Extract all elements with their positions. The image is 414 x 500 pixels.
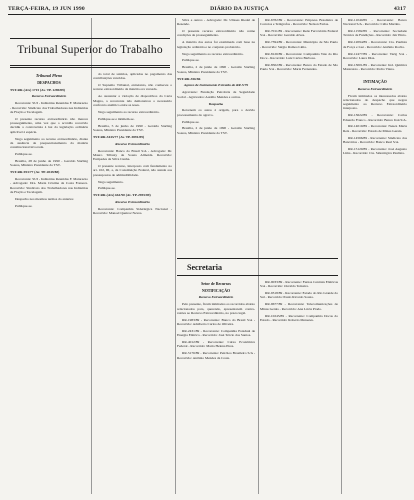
masthead-title: Tribunal Superior do Trabalho [17, 44, 163, 56]
paragraph: O presente recurso, interposto com fundamento no art. 102, III, a, da Constituição Federal, não atende aos pressupostos de admissibilidade. [93, 164, 172, 177]
paragraph: RR-2431/89 - Recorrente: Companhia Estadual de Energia Elétrica - Recorrido: José Tércio dos Santos. [177, 328, 255, 338]
paragraph: RR-14566/89 - Recorrente: Sindicato dos Bancários - Recorrido: Banco Real S/A. [343, 135, 407, 144]
column-2 [93, 18, 172, 494]
paragraph: Despacho nos mesmos termos do anterior. [15, 196, 75, 201]
column-5 [343, 18, 407, 494]
column-1 [10, 18, 88, 494]
paragraph: RR-7394/89 - Recorrente: Município de São Paulo - Recorrido: Sérgio Ramos Lima. [260, 40, 338, 49]
case-number: TST-RR-356/86 [177, 76, 201, 81]
paragraph: Publique-se. [15, 203, 33, 208]
paragraph: Nego seguimento ao recurso extraordinário. [98, 109, 160, 114]
paragraph: RR-13001/89 - Recorrente: Ind. Química Matarazzo - Recorrido: Pedro Viana. [343, 62, 407, 72]
header-publication: DIÁRIO DA JUSTIÇA [210, 6, 269, 12]
paragraph: RR-4012/89 - Recorrente: Caixa Econômica Federal - Recorrido: Maria Helena Pires. [177, 340, 255, 349]
case-number: TST-RR-953/77 (Av. TP-2049/88) [10, 170, 60, 175]
column-3-lower [177, 280, 255, 494]
tribunal-pleno-heading: Tribunal Pleno [35, 73, 63, 78]
case-number: TST-RR-3443/77 (Av. TP-3891/89) [93, 134, 144, 139]
header-rule [8, 14, 406, 15]
paragraph: Brasília, 28 de junho de 1990 - Geraldo Starling Soares, Ministro Presidente do TST. [10, 159, 88, 168]
case-subheading: Recurso Extraordinário [115, 200, 150, 205]
paragraph: Nego seguimento ao recurso extraordinário, diante da ausência de prequestionamento da matéria constitucional invocada. [10, 136, 88, 150]
paragraph: RR-11582/89 - Recorrente: Sociedade Técnica de Fundições - Recorrido: Jair Pinto. [343, 29, 407, 38]
paragraph: Recorrente: Companhia Siderúrgica Nacional - Recorrido: Manoel Queiroz Neves. [93, 207, 172, 216]
paragraph: O Supremo Tribunal, entretanto, não conheceu o recurso extraordinário da matéria ora versada. [93, 83, 172, 92]
paragraph: Ficam intimados os interessados abaixo relacionados do despacho que negou seguimento ao Recurso Extraordinário interposto. [343, 93, 407, 111]
paragraph: Publique-se. [182, 58, 200, 63]
paragraph: Silva e outros - Advogado: Dr. Ulisses Riedel de Resende. [177, 18, 255, 27]
paragraph: O presente recurso extraordinário não reúne condições de prosseguimento. [177, 29, 255, 38]
paragraph: Publique-se. [182, 119, 200, 124]
paragraph: Brasília, 2 de junho de 1990 - Geraldo Starling Soares, Ministro Presidente do TST. [177, 126, 255, 135]
paragraph: Ao sustentar a violação de dispositivos da Carta Magna, a recorrente não demonstrou o necessário confronto analítico entre as teses. [93, 94, 172, 107]
paragraph: Recorrente: Banco do Brasil S/A - Advogado: Dr. Mauro Tribuzy de Souza Almeida. Recorrido: Eurípedes da Silva Cunha. [93, 148, 172, 162]
column-4-lower [260, 280, 338, 494]
paragraph: do total de salários, aplicadas no pagamento das contribuições vencidas. [93, 72, 172, 81]
despachos-heading: DESPACHOS [37, 80, 61, 85]
paragraph: Retornem os autos à origem, para o devido processamento do agravo. [177, 108, 255, 117]
paragraph: Brasília, 5 de junho de 1990 - Geraldo Starling Soares, Ministro Presidente do TST. [93, 123, 172, 132]
column-divider [91, 18, 92, 494]
paragraph: Recorrente: SUI - Indústrias Reunidas F. Matarazzo - Advogado: Dra. Maria Cristina da Costa Fonseca. Recorrido: Sindicato dos Trabalhadores nas Indústrias de Fiação e Tecelagem. [10, 177, 88, 194]
column-divider [175, 18, 176, 494]
paragraph: Pelo presente, ficam intimados os recorridos abaixo relacionados para, querendo, apresentarem contra-razões ao Recurso Extraordinário, no prazo legal. [177, 302, 255, 315]
paragraph: Publique-se. [15, 152, 33, 157]
paragraph: A matéria dos autos foi examinada com base na legislação ordinária e no conjunto probatório. [177, 40, 255, 49]
case-number: TST-RR-(AG) 1715 (Av. TP-1289/89) [10, 87, 65, 92]
paragraph: Nego seguimento ao recurso extraordinário. [182, 51, 244, 56]
column-3 [177, 18, 255, 256]
paragraph: RR-14010/89 - Recorrente: Neuza Maria Reis - Recorrido: Estado de Minas Gerais. [343, 124, 407, 133]
paragraph: RR-8126/89 - Recorrente: Companhia Vale do Rio Doce - Recorrido: Luiz Carlos Barbosa. [260, 51, 338, 60]
paragraph: RR-8502/89 - Recorrente: Banco do Estado de São Paulo S/A - Recorrido: Marta Fernandes. [260, 62, 338, 72]
paragraph: RR-11040/89 - Recorrente: Banco Nacional S/A - Recorrido: Célia Martins. [343, 18, 407, 27]
paragraph: Brasília, 2 de junho de 1990 - Geraldo Starling Soares, Ministro Presidente do TST. [177, 65, 255, 74]
despacho-label: Despacho [208, 101, 224, 106]
paragraph: RR-7011/89 - Recorrente: Rede Ferroviária Federal S/A - Recorrido: Geraldo Alves. [260, 29, 338, 38]
header-page-number: 4317 [393, 6, 406, 12]
paragraph: RR-13622/89 - Recorrente: Carlos Eduardo Franco - Recorrido: Banco Itaú S/A. [343, 113, 407, 122]
paragraph: RR-6782/89 - Recorrente: Empresa Brasileira de Correios e Telégrafos - Recorrido: Nelson Farias. [260, 18, 338, 27]
paragraph: Publique-se. [98, 186, 116, 191]
paragraph: RR-10245/89 - Recorrente: Companhia Docas do Estado - Recorrido: Roberto Menezes. [260, 313, 338, 322]
paragraph: Nego seguimento. [98, 179, 124, 184]
case-subheading: Recurso Extraordinário [115, 141, 150, 146]
case-subheading: Recurso Extraordinário [31, 94, 67, 99]
paragraph: RR-15120/89 - Recorrente: José Augusto Lima - Recorrido: Cia. Siderúrgica Paulista. [343, 146, 407, 156]
paragraph: RR-12094/89 - Recorrente: Cia. Paulista de Força e Luz - Recorrido: Antônio Rocha. [343, 40, 407, 49]
running-header [8, 5, 406, 14]
paragraph: Agravante: Fundação Petrobrás de Seguridade Social - Agravados: Aurélio Mendes e outros. [177, 90, 255, 99]
paragraph: RR-9318/89 - Recorrente: Estado do Rio Grande do Sul - Recorrido: Paulo Ricardo Souza. [260, 291, 338, 300]
paragraph: RR-9677/89 - Recorrente: Telecomunicações de Minas Gerais - Recorrido: Ana Lúcia Prado. [260, 302, 338, 311]
paragraph: Recorrente: SUI - Indústrias Reunidas F. Matarazzo - Recorrido: Sindicato dos Trabalhadores nas Indústrias de Fiação e Tecelagem. [10, 101, 88, 114]
case-subheading: Agravo de Instrumento Extraído do RR-5/79 [183, 83, 249, 88]
recurso-extraordinario-heading: Recurso Extraordinário [198, 295, 234, 300]
paragraph: RR-9033/89 - Recorrente: Furnas Centrais Elétricas S/A - Recorrido: Osvaldo Teixeira. [260, 280, 338, 289]
paragraph: O presente recurso extraordinário não merece prosseguimento, uma vez que o acórdão recorrido decidiu a controvérsia à luz da legislação ordinária aplicável à espécie. [10, 116, 88, 134]
paragraph: Publique-se e intimem-se. [98, 116, 135, 121]
notificacao-heading: NOTIFICAÇÃO [201, 288, 231, 293]
intimacao-heading: INTIMAÇÃO [363, 79, 387, 84]
column-4 [260, 18, 338, 256]
secretaria-section-band [177, 258, 338, 276]
case-number: TST-RR-(AG) 661/90 (Av. TP-2955/89) [93, 193, 151, 198]
paragraph: RR-1983/89 - Recorrente: Banco do Brasil S/A - Recorrido: Adalberto Carlos de Oliveira. [177, 317, 255, 327]
column-divider [341, 18, 342, 494]
section-title: Secretaria [187, 262, 222, 272]
setor-recursos-heading: Setor de Recursos [201, 282, 231, 286]
header-date: TERÇA-FEIRA, 19 JUN 1990 [8, 6, 85, 12]
column-divider [258, 18, 259, 494]
recurso-extraordinario-heading: Recurso Extraordinário [357, 86, 393, 91]
paragraph: RR-12477/89 - Recorrente: Varig S/A - Recorrido: Laura Dias. [343, 51, 407, 60]
paragraph: RR-5176/89 - Recorrente: Petróleo Brasileiro S/A - Recorrido: Antônio Mendes da Costa. [177, 351, 255, 360]
